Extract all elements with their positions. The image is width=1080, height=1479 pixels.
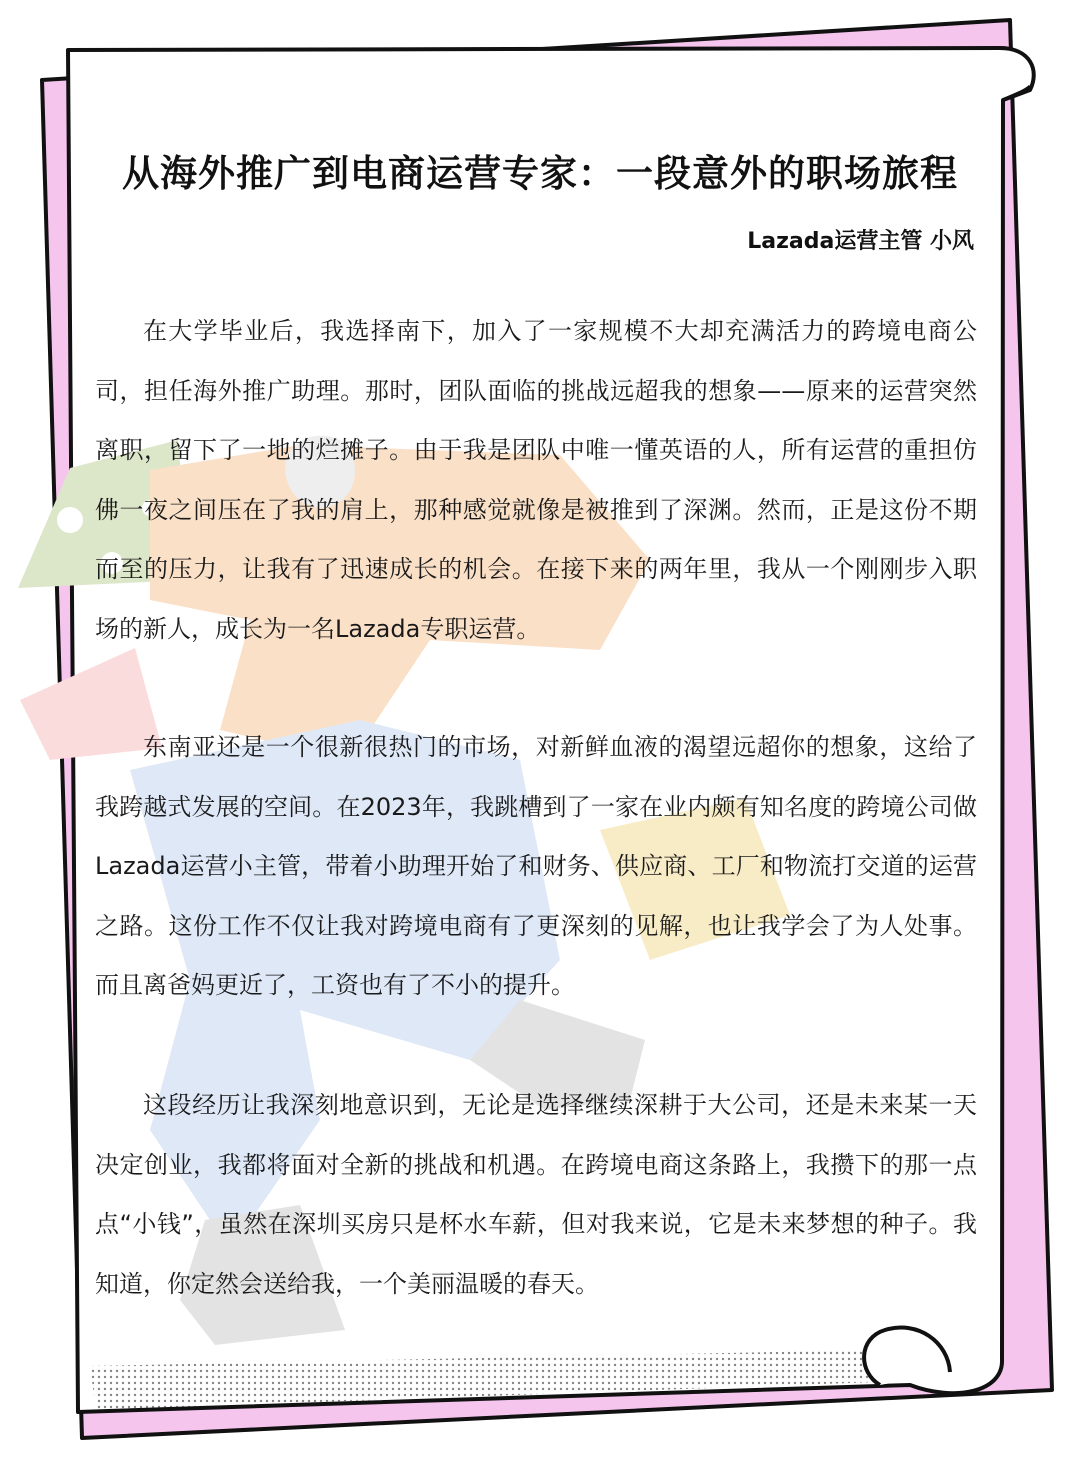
paragraph-2: 东南亚还是一个很新很热门的市场，对新鲜血液的渴望远超你的想象，这给了我跨越式发展的空间。在2023年，我跳槽到了一家在业内颇有知名度的跨境公司做Lazada运营小主管，带着小助理开始了和财务、供应商、工厂和物流打交道的运营之路。这份工作不仅让我对跨境电商有了更深刻的见解，也让我学会了为人处事。而且离爸妈更近了，工资也有了不小的提升。 bbox=[95, 733, 977, 999]
bag-flower-1 bbox=[57, 507, 83, 533]
author-byline: Lazada运营主管 小风 bbox=[747, 229, 974, 254]
paragraph-3: 这段经历让我深刻地意识到，无论是选择继续深耕于大公司，还是未来某一天决定创业，我都将面对全新的挑战和机遇。在跨境电商这条路上，我攒下的那一点点“小钱”，虽然在深圳买房只是杯水车薪，但对我来说，它是未来梦想的种子。我知道，你定然会送给我，一个美丽温暖的春天。 bbox=[95, 1091, 977, 1298]
article-title: 从海外推广到电商运营专家：一段意外的职场旅程 bbox=[122, 152, 958, 195]
paragraph-1: 在大学毕业后，我选择南下，加入了一家规模不大却充满活力的跨境电商公司，担任海外推广助理。那时，团队面临的挑战远超我的想象——原来的运营突然离职，留下了一地的烂摊子。由于我是团队中唯一懂英语的人，所有运营的重担仿佛一夜之间压在了我的肩上，那种感觉就像是被推到了深渊。然而，正是这份不期而至的压力，让我有了迅速成长的机会。在接下来的两年里，我从一个刚刚步入职场的新人，成长为一名Lazada专职运营。 bbox=[95, 317, 977, 643]
